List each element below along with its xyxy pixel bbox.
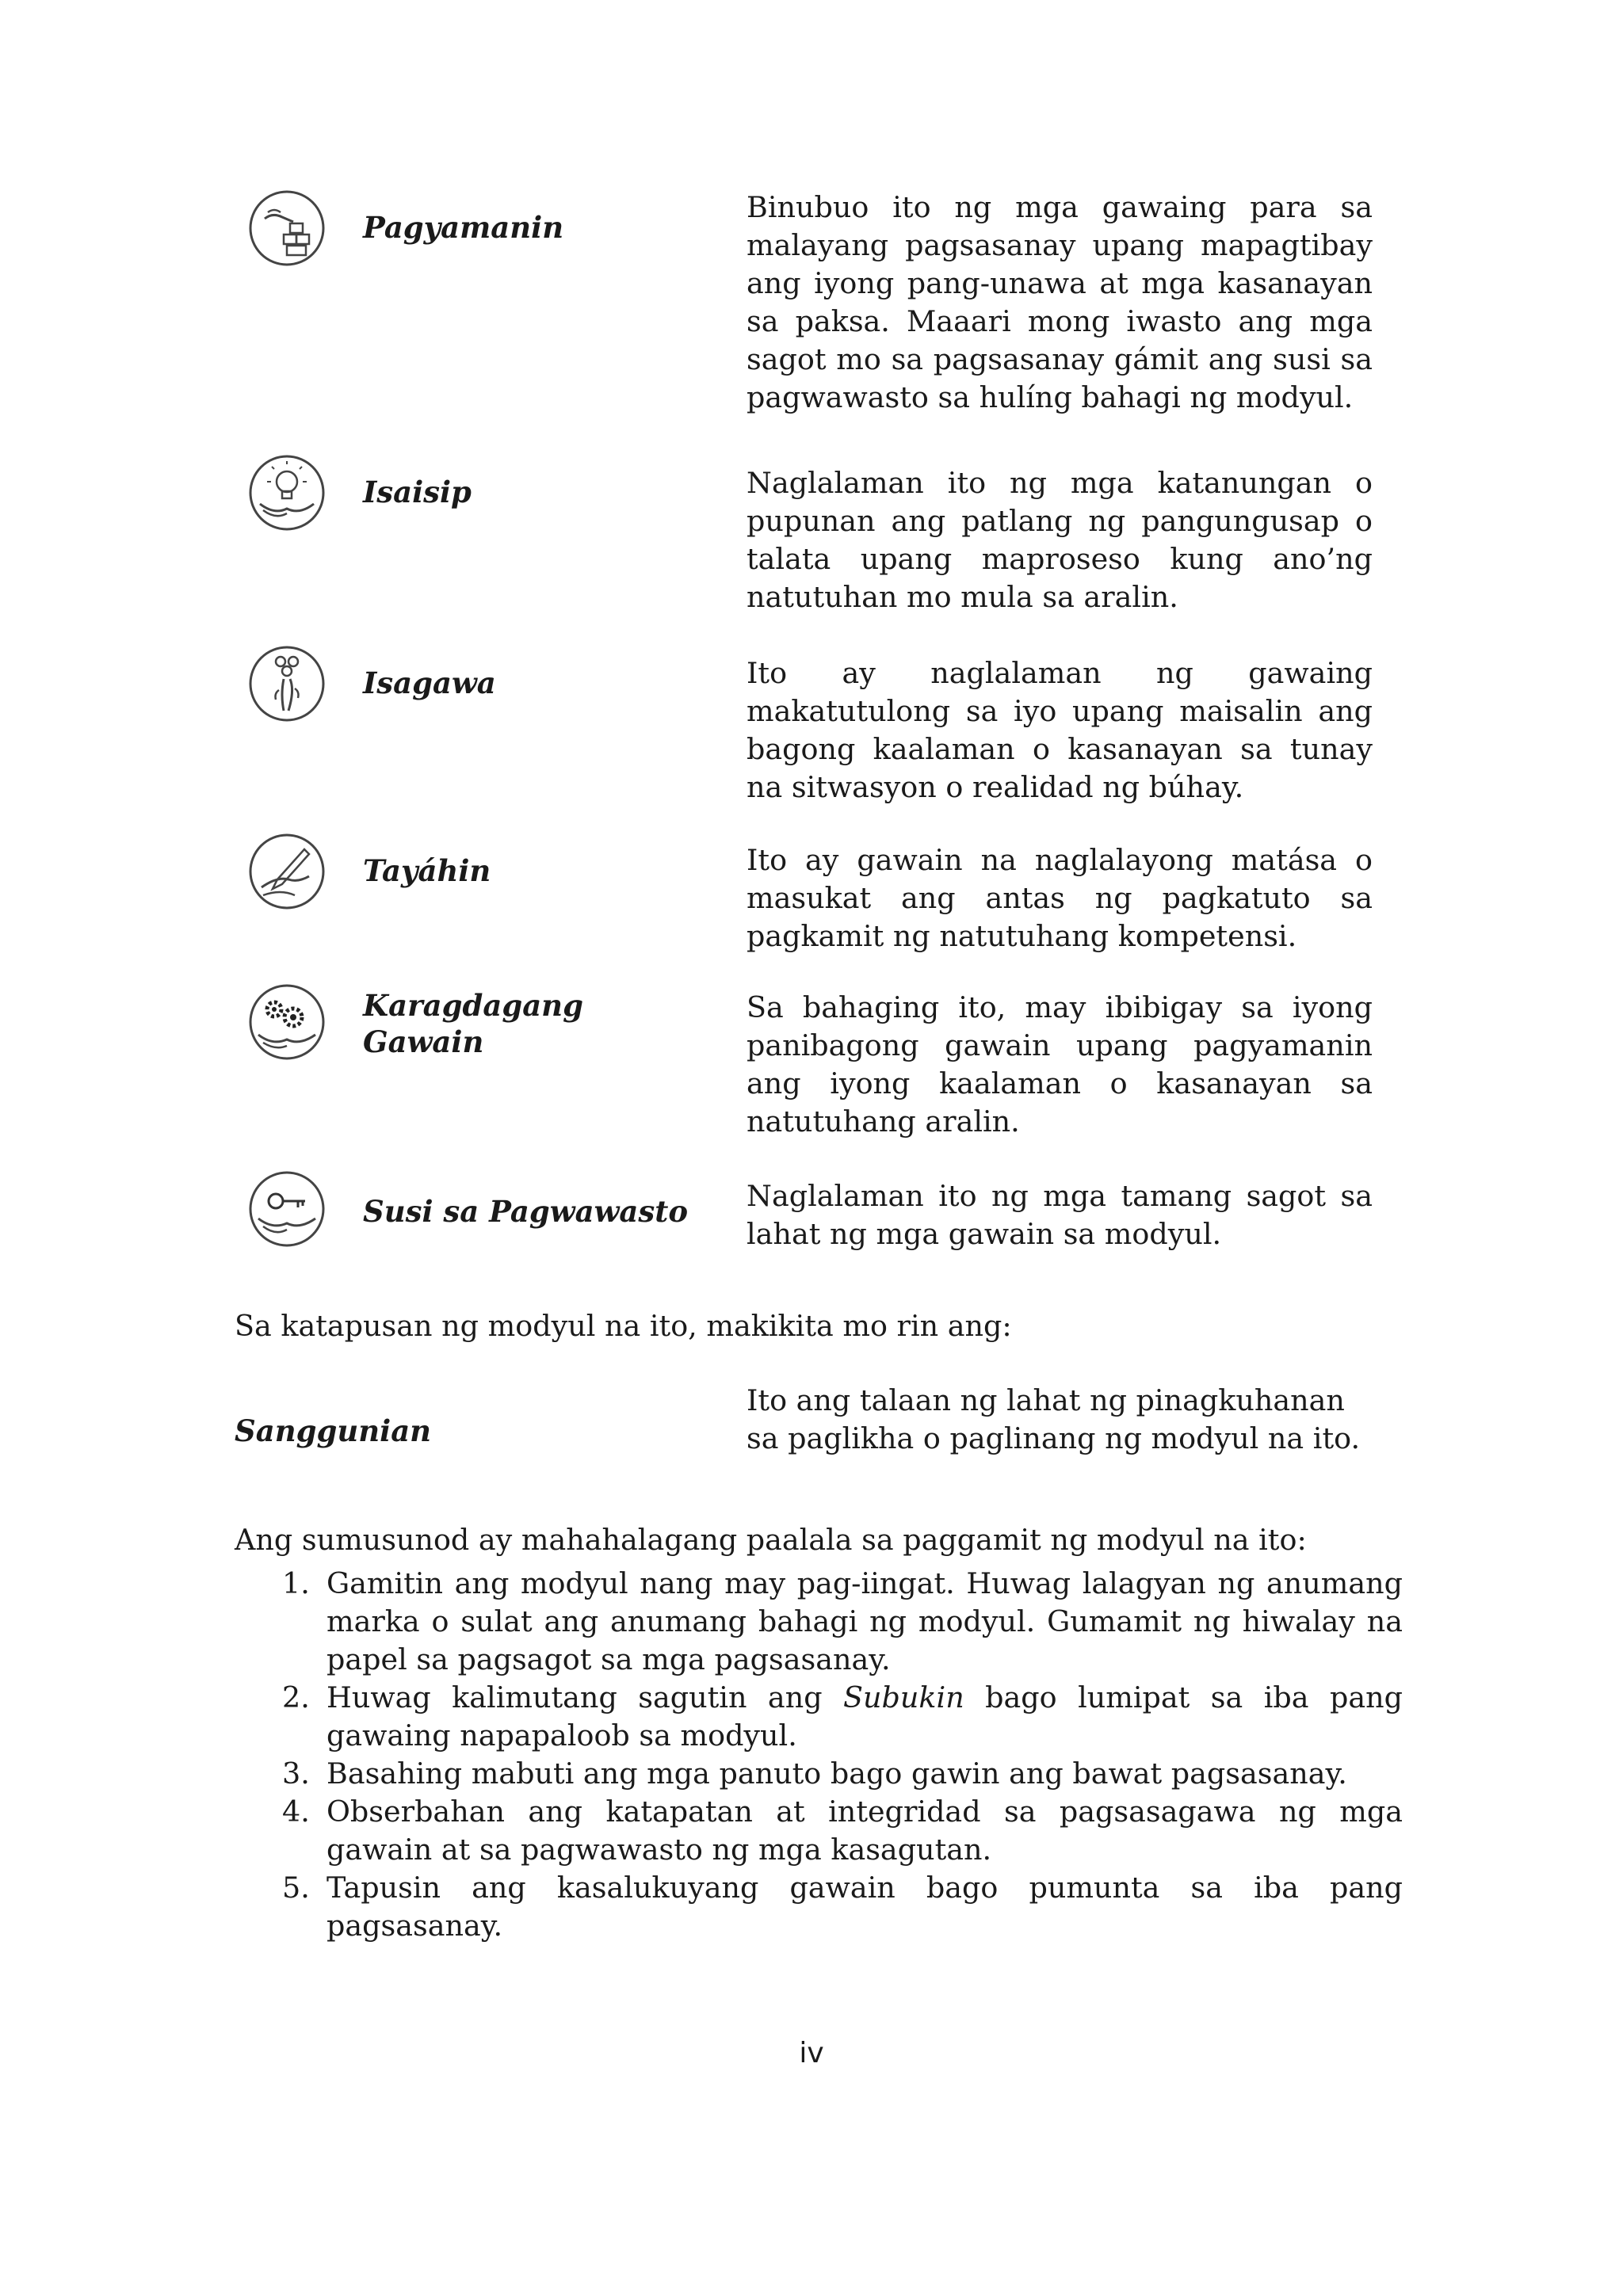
- list-item: 2. Huwag kalimutang sagutin ang Subukin bago lumipat sa iba pang gawaing napapaloob sa modyul.: [282, 1680, 1403, 1753]
- page-number: iv: [799, 2037, 824, 2069]
- section-label: Isagawa: [363, 666, 496, 700]
- sanggunian-label: Sanggunian: [235, 1413, 432, 1448]
- hand-with-gears-icon: [247, 644, 327, 723]
- section-description: Sa bahaging ito, may ibibigay sa iyong panibagong gawain upang pagyamanin ang iyong kaalaman o kasanayan sa natutuhang aralin.: [747, 990, 1373, 1138]
- section-label: Tayáhin: [363, 853, 491, 888]
- reminders-intro: Ang sumusunod ay mahahalagang paalala sa paggamit ng modyul na ito:: [235, 1523, 1307, 1557]
- section-description: Naglalaman ito ng mga tamang sagot sa lahat ng mga gawain sa modyul.: [747, 1179, 1373, 1251]
- section-label: Pagyamanin: [363, 210, 564, 245]
- hand-writing-icon: [247, 832, 327, 911]
- sanggunian-description: Ito ang talaan ng lahat ng pinagkuhanan sa paglikha o paglinang ng modyul na ito.: [747, 1383, 1361, 1455]
- lightbulb-hand-icon: [247, 453, 327, 532]
- list-item: 1. Gamitin ang modyul nang may pag-iingat. Huwag lalagyan ng anumang marka o sulat ang anumang bahagi ng modyul. Gumamit ng hiwalay na papel sa pagsagot sa mga pagsasanay.: [282, 1566, 1403, 1676]
- key-on-hand-icon: [247, 1169, 327, 1249]
- section-description: Binubuo ito ng mga gawaing para sa malayang pagsasanay upang mapagtibay ang iyong pang-unawa at mga kasanayan sa paksa. Maaari mong iwasto ang mga sagot mo sa pagsasanay gámit ang susi sa pagwawasto sa hulíng bahagi ng modyul.: [747, 190, 1373, 414]
- intro-end-paragraph: Sa katapusan ng modyul na ito, makikita mo rin ang:: [235, 1309, 1012, 1343]
- list-item: 4. Obserbahan ang katapatan at integridad sa pagsasagawa ng mga gawain at sa pagwawasto ng mga kasagutan.: [282, 1794, 1403, 1867]
- section-label: Susi sa Pagwawasto: [363, 1194, 688, 1229]
- hand-with-blocks-icon: [247, 189, 327, 268]
- gears-on-hand-icon: [247, 982, 327, 1062]
- section-description: Ito ay naglalaman ng gawaing makatutulong sa iyo upang maisalin ang bagong kaalaman o kasanayan sa tunay na sitwasyon o realidad ng búhay.: [747, 656, 1373, 804]
- reminders-list: [235, 1565, 1403, 1945]
- section-label: Karagdagang Gawain: [363, 988, 583, 1059]
- subukin-emphasis: Subukin: [843, 1680, 964, 1714]
- section-description: Ito ay gawain na naglalayong matása o masukat ang antas ng pagkatuto sa pagkamit ng natutuhang kompetensi.: [747, 843, 1373, 953]
- list-item: 3. Basahing mabuti ang mga panuto bago gawin ang bawat pagsasanay.: [282, 1756, 1347, 1791]
- section-description: Naglalaman ito ng mga katanungan o pupunan ang patlang ng pangungusap o talata upang maproseso kung ano’ng natutuhan mo mula sa aralin.: [747, 466, 1373, 614]
- section-label: Isaisip: [363, 475, 472, 509]
- list-item: 5. Tapusin ang kasalukuyang gawain bago pumunta sa iba pang pagsasanay.: [282, 1871, 1403, 1943]
